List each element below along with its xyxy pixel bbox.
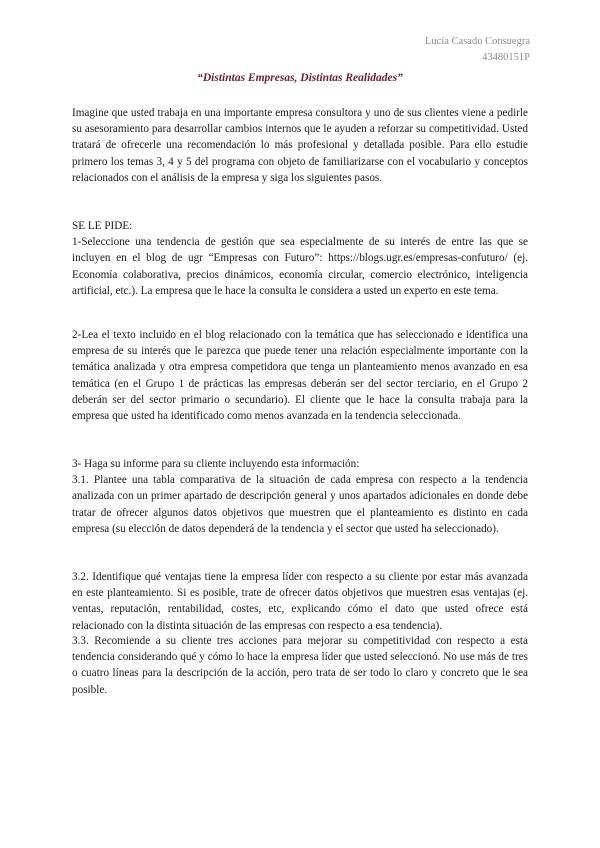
step-3-section	[72, 456, 528, 537]
step-3-3-paragraph: 3.3. Recomiende a su cliente tres acciones para mejorar su competitividad con respecto a esta tendencia considerando qué y cómo lo hace la empresa líder que usted seleccionó. No use más de tres o cuatro líneas para la descripción de la acción, pero trata de ser todo lo claro y concreto que le sea posible.	[72, 635, 528, 696]
author-id: 43480151P	[482, 52, 530, 63]
step-2-paragraph: 2-Lea el texto incluido en el blog relacionado con la temática que has seleccionado e identifica una empresa de su interés que le parezca que puede tener una relación especialmente importante con la temática analizada y otra empresa competidora que tenga un planteamiento menos avanzado en esa temática (en el Grupo 1 de prácticas las empresas deberán ser del sector terciario, en el Grupo 2 deberán ser del sector primario o secundario). El cliente que le hace la consulta trabaja para la empresa que usted ha identificado como menos avanzada en la tendencia seleccionada.	[72, 329, 528, 423]
document-title: “Distintas Empresas, Distintas Realidades”	[197, 72, 403, 84]
request-section	[72, 218, 528, 299]
step-3-1-paragraph: 3.1. Plantee una tabla comparativa de la situación de cada empresa con respecto a la tendencia analizada con un primer apartado de descripción general y unos apartados adicionales en donde debe tratar de ofrecer algunos datos objetivos que muestren que el planteamiento es distinto en cada empresa (su elección de datos dependerá de la tendencia y el sector que usted ha seleccionado).	[72, 474, 528, 535]
author-name: Lucía Casado Consuegra	[425, 36, 530, 47]
step-1-paragraph: 1-Seleccione una tendencia de gestión que sea especialmente de su interés de entre las que se incluyen en el blog de ugr “Empresas con Futuro”: https://blogs.ugr.es/empresas-confuturo/ (ej. Economía colaborativa, precios dinámicos, economía circular, comercio electrónico, inteligencia artificial, etc.). La empresa que le hace la consulta le considera a usted un experto en este tema.	[72, 236, 528, 297]
step-3-2-paragraph: 3.2. Identifique qué ventajas tiene la empresa líder con respecto a su cliente por estar más avanzada en este planteamiento. Si es posible, trate de ofrecer datos objetivos que muestren esas ventajas (ej. ventas, reputación, rentabilidad, costes, etc, explicando cómo el dato que usted ofrece está relacionado con la distinta situación de las empresas con respecto a esa tendencia).	[72, 571, 528, 632]
request-heading: SE LE PIDE:	[72, 220, 133, 232]
intro-paragraph: Imagine que usted trabaja en una importante empresa consultora y uno de sus clientes viene a pedirle su asesoramiento para desarrollar cambios internos que le ayuden a reforzar su competitividad. Usted tratará de ofrecerle una recomendación lo más profesional y detallada posible. Para ello estudie primero los temas 3, 4 y 5 del programa con objeto de familiarizarse con el vocabulario y conceptos relacionados con el análisis de la empresa y siga los siguientes pasos.	[72, 107, 528, 184]
step-3-heading: 3- Haga su informe para su cliente incluyendo esta información:	[72, 458, 360, 470]
document-header	[425, 34, 530, 66]
